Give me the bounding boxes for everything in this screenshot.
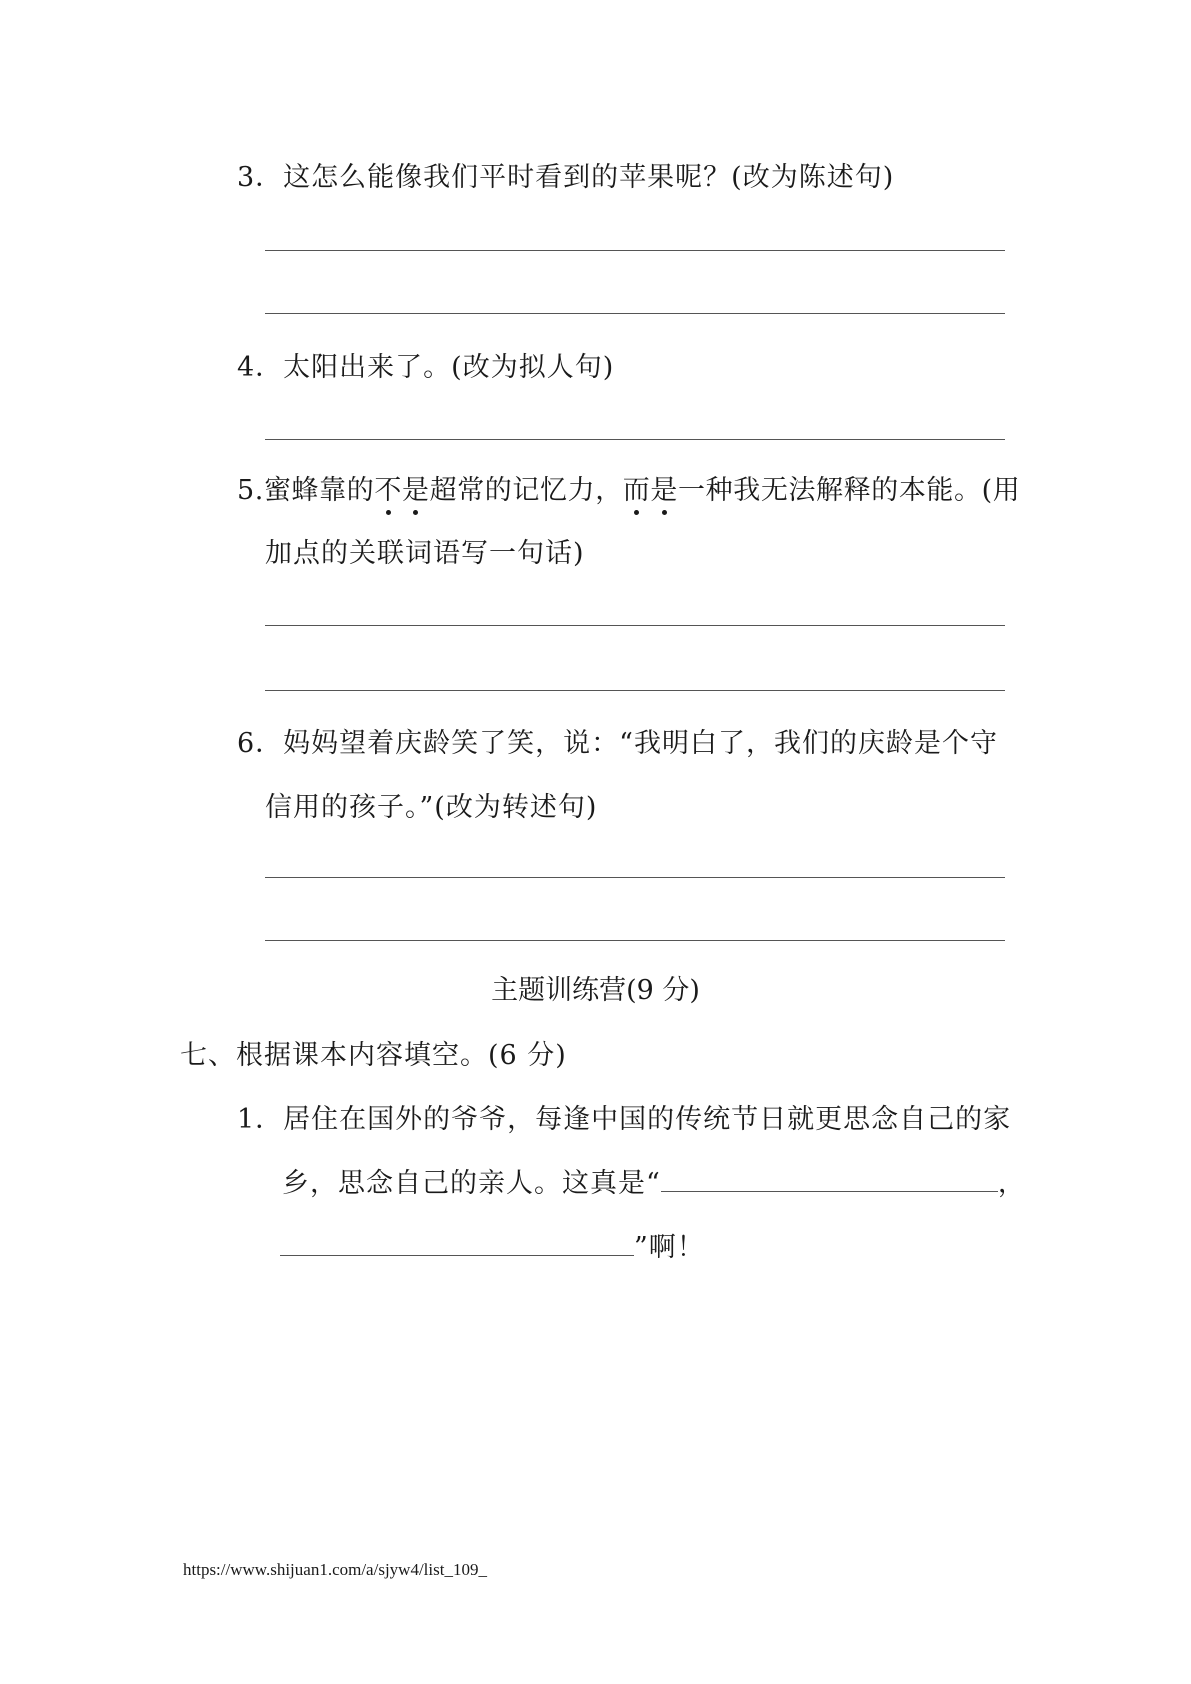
question-6-line-1: 6．妈妈望着庆龄笑了笑，说：“我明白了，我们的庆龄是个守 [237, 728, 998, 759]
fill-blank[interactable] [280, 1229, 634, 1256]
q5-text-part-2: 超常的记忆力， [429, 475, 623, 506]
answer-line[interactable] [265, 690, 1005, 691]
answer-line[interactable] [265, 625, 1005, 626]
answer-line[interactable] [265, 877, 1005, 878]
part-7-item-1-line-2 [282, 1165, 1026, 1202]
q5-dotted-char: 不 [374, 473, 402, 509]
answer-line[interactable] [265, 439, 1005, 440]
q5-dotted-char: 而 [623, 473, 651, 509]
section-title: 主题训练营(9 分) [491, 975, 700, 1006]
q5-text-part-3: 一种我无法解释的本能。(用 [678, 475, 1021, 506]
answer-line[interactable] [265, 250, 1005, 251]
question-3-text: 3．这怎么能像我们平时看到的苹果呢？(改为陈述句) [237, 162, 895, 193]
footer-url[interactable]: https://www.shijuan1.com/a/sjyw4/list_109_ [183, 1560, 487, 1579]
question-5-line-1 [237, 473, 1020, 509]
part-7-item-1-line-1: 1．居住在国外的爷爷，每逢中国的传统节日就更思念自己的家 [237, 1104, 1012, 1135]
item-1-line-3-suffix: ”啊！ [634, 1232, 705, 1263]
question-5-line-2: 加点的关联词语写一句话) [265, 538, 585, 569]
question-6-line-2: 信用的孩子。”(改为转述句) [265, 792, 598, 823]
part-7-item-1-line-3 [280, 1229, 705, 1266]
q5-text-part-1: 5.蜜蜂靠的 [237, 475, 375, 506]
fill-blank[interactable] [661, 1165, 998, 1192]
q5-dotted-char: 是 [402, 473, 430, 509]
part-7-heading: 七、根据课本内容填空。(6 分) [180, 1040, 567, 1071]
answer-line[interactable] [265, 313, 1005, 314]
item-1-line-2-prefix: 乡，思念自己的亲人。这真是“ [282, 1168, 661, 1199]
question-4-text: 4．太阳出来了。(改为拟人句) [237, 352, 615, 383]
q5-dotted-char: 是 [650, 473, 678, 509]
answer-line[interactable] [265, 940, 1005, 941]
item-1-line-2-suffix: ， [997, 1168, 1026, 1199]
